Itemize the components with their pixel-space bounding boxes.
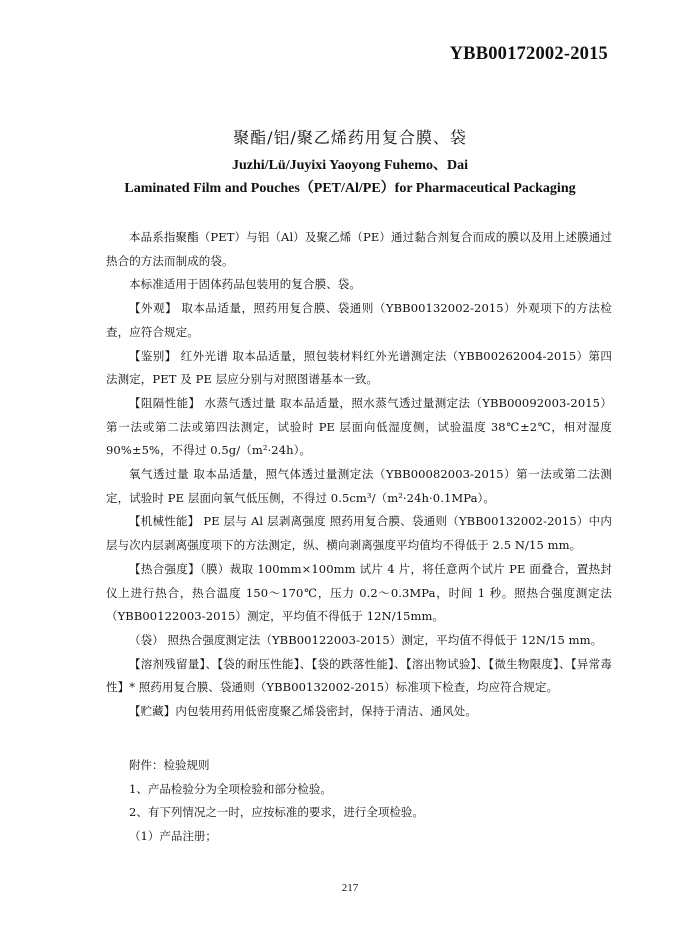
title-chinese: 聚酯/铝/聚乙烯药用复合膜、袋 xyxy=(233,128,467,147)
other-tests-paragraph: 【溶剂残留量】、【袋的耐压性能】、【袋的跌落性能】、【溶出物试验】、【微生物限度】、【异常毒性】* 照药用复合膜、袋通则（YBB00132002-2015）标准项下检查，均应符合规定。 xyxy=(106,656,612,695)
mechanical-paragraph: 【机械性能】 PE 层与 Al 层剥离强度 照药用复合膜、袋通则（YBB00132002-2015）中内层与次内层剥离强度项下的方法测定，纵、横向剥离强度平均值均不得低于 2.5 N/15 mm。 xyxy=(106,514,612,553)
definition-paragraph: 本品系指聚酯（PET）与铝（Al）及聚乙烯（PE）通过黏合剂复合而成的膜以及用上述膜通过热合的方法而制成的袋。 xyxy=(106,230,612,268)
annex-item: 1、产品检验分为全项检验和部分检验。 xyxy=(129,781,332,796)
heat-seal-bag-paragraph: （袋） 照热合强度测定法（YBB00122003-2015）测定，平均值不得低于 12N/15 mm。 xyxy=(129,632,603,647)
scope-paragraph: 本标准适用于固体药品包装用的复合膜、袋。 xyxy=(129,277,361,292)
standard-code: YBB00172002-2015 xyxy=(449,44,608,64)
storage-paragraph: 【贮藏】内包装用药用低密度聚乙烯袋密封，保持于清洁、通风处。 xyxy=(129,704,477,719)
standard-body xyxy=(106,226,612,724)
barrier-water-vapor-paragraph: 【阻隔性能】 水蒸气透过量 取本品适量，照水蒸气透过量测定法（YBB00092003-2015）第一法或第二法或第四法测定，试验时 PE 层面向低湿度侧，试验温度 38℃±2℃，相对湿度 90%±5%，不得过 0.5g/（m²·24h）。 xyxy=(106,395,612,458)
annex-heading: 附件：检验规则 xyxy=(129,758,210,772)
identification-paragraph: 【鉴别】 红外光谱 取本品适量，照包装材料红外光谱测定法（YBB00262004-2015）第四法测定，PET 及 PE 层应分别与对照图谱基本一致。 xyxy=(106,348,612,387)
annex-item: 2、有下列情况之一时，应按标准的要求，进行全项检验。 xyxy=(129,805,424,820)
title-english: Laminated Film and Pouches（PET/Al/PE）for Pharmaceutical Packaging xyxy=(124,181,576,196)
heat-seal-film-paragraph: 【热合强度】（膜）裁取 100mm×100mm 试片 4 片，将任意两个试片 PE 面叠合，置热封仪上进行热合，热合温度 150～170℃，压力 0.2～0.3MPa，时间 1 秒。照热合强度测定法（YBB00122003-2015）测定，平均值不得低于 12N/15mm。 xyxy=(106,561,612,624)
appearance-paragraph: 【外观】 取本品适量，照药用复合膜、袋通则（YBB00132002-2015）外观项下的方法检查，应符合规定。 xyxy=(106,301,612,339)
barrier-oxygen-paragraph: 氧气透过量 取本品适量，照气体透过量测定法（YBB00082003-2015）第一法或第二法测定，试验时 PE 层面向氧气低压侧，不得过 0.5cm³/（m²·24h·0.1MPa）。 xyxy=(106,467,612,505)
annex-section xyxy=(106,754,612,849)
page-number: 217 xyxy=(341,882,359,894)
title-pinyin: Juzhi/Lü/Juyixi Yaoyong Fuhemo、Dai xyxy=(232,158,468,173)
annex-item: （1）产品注册； xyxy=(129,829,217,844)
